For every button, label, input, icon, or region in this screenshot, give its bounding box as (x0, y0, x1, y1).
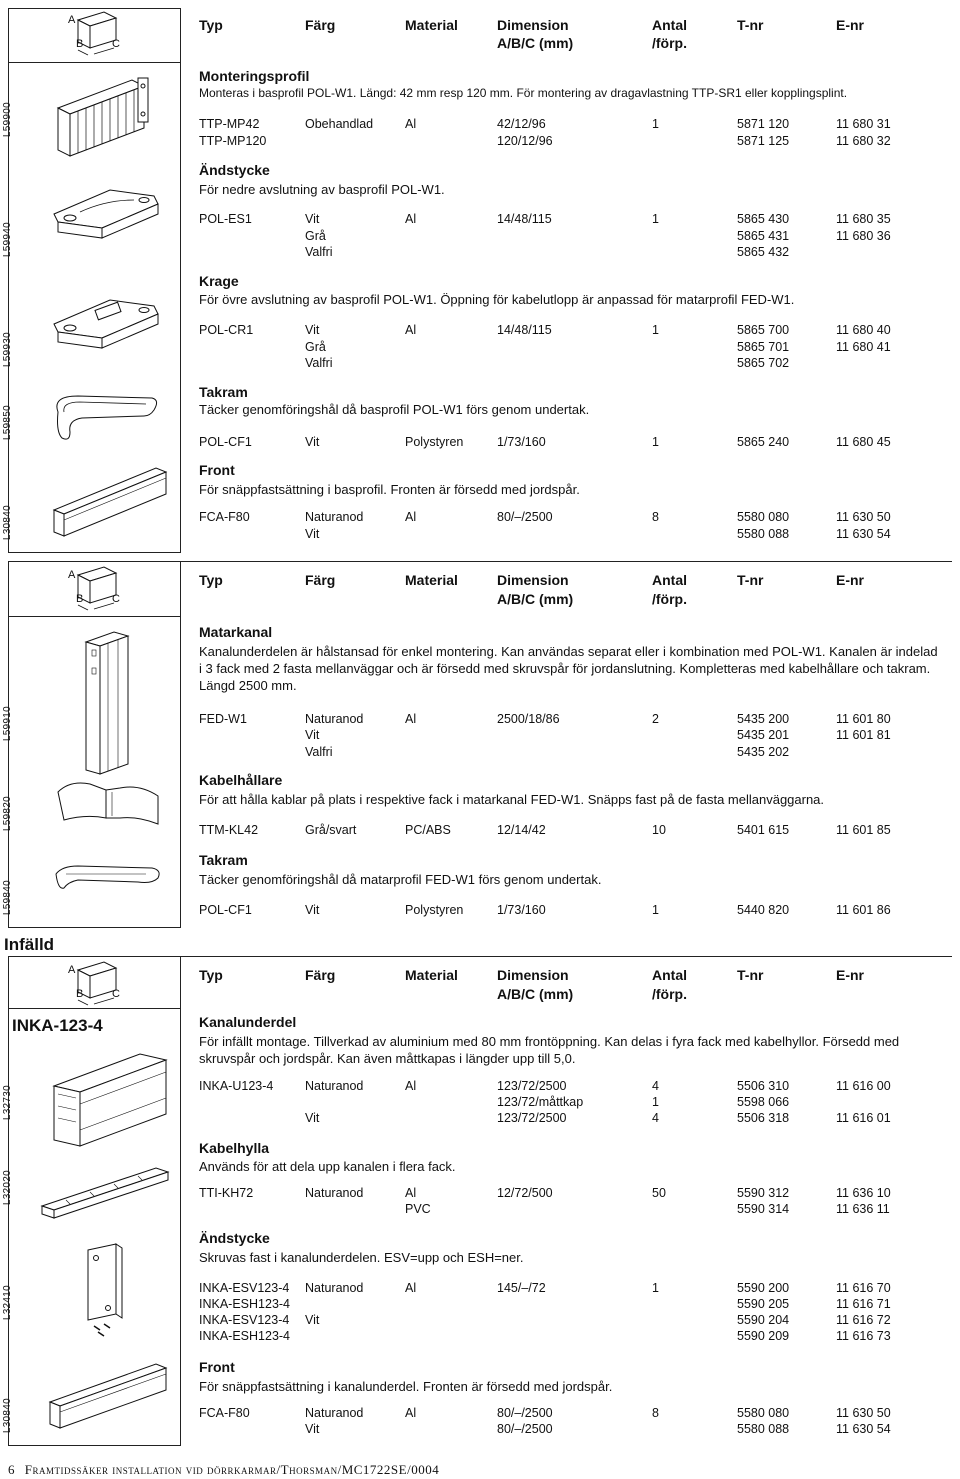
cell-farg: Vit (305, 903, 320, 917)
cell-antal: 10 (652, 823, 666, 837)
cell-farg: Vit (305, 1111, 320, 1125)
cell-farg: Vit (305, 728, 320, 742)
cell-typ: POL-CR1 (199, 323, 254, 337)
dimension-cube-icon (70, 563, 130, 613)
mounting-profile-image (52, 68, 162, 178)
dim-label-a: A (68, 14, 76, 26)
cell-antal: 1 (652, 1281, 659, 1295)
dim-label-c: C (112, 988, 120, 1000)
end-plate-image (80, 1240, 140, 1340)
section3-top-rule (8, 1008, 181, 1009)
cell-tnr: 5598 066 (737, 1095, 790, 1109)
article-code: L30840 (2, 1398, 13, 1434)
cell-tnr: 5871 120 (737, 117, 790, 131)
cell-material: Al (405, 323, 417, 337)
header-dimension-sub: A/B/C (mm) (497, 986, 574, 1002)
cell-farg: Naturanod (305, 1186, 364, 1200)
cell-enr: 11 616 70 (836, 1281, 891, 1295)
cell-enr: 11 601 86 (836, 903, 891, 917)
cell-enr: 11 636 11 (836, 1202, 890, 1216)
article-code: L32730 (2, 1085, 13, 1121)
cell-antal: 1 (652, 117, 659, 131)
dim-label-a: A (68, 569, 76, 581)
cell-tnr: 5580 088 (737, 1422, 790, 1436)
group-title: Takram (199, 852, 248, 868)
header-farg: Färg (305, 967, 336, 983)
group-description: Skruvas fast i kanalunderdelen. ESV=upp och ESH=ner. (199, 1250, 524, 1265)
cell-material: Polystyren (405, 435, 464, 449)
end-piece-image (50, 178, 170, 248)
cell-tnr: 5401 615 (737, 823, 790, 837)
dim-label-c: C (112, 38, 120, 50)
cell-antal: 4 (652, 1111, 659, 1125)
cell-typ: TTP-MP42 (199, 117, 260, 131)
cell-tnr: 5590 312 (737, 1186, 790, 1200)
cell-typ: FED-W1 (199, 712, 247, 726)
cell-tnr: 5435 200 (737, 712, 790, 726)
product-label: INKA-123-4 (12, 1016, 103, 1035)
cell-farg: Grå (305, 340, 326, 354)
cell-material: Al (405, 510, 417, 524)
cell-tnr: 5590 204 (737, 1313, 790, 1327)
cell-enr: 11 630 54 (836, 527, 891, 541)
cell-farg: Vit (305, 323, 320, 337)
cell-dimension: 12/14/42 (497, 823, 546, 837)
group-description: Kanalunderdelen är hålstansad för enkel montering. Kan användas separat eller i kombination med POL-W1. Kanalen är indelad i 3 fack med 2 fasta mellanväggar och är försedd med skruvspår för jordanslutning. Kompletteras med kabelhållare och takram. Längd 2500 mm. (199, 644, 938, 693)
cell-dimension: 80/–/2500 (497, 1422, 553, 1436)
header-antal: Antal (652, 967, 687, 983)
page-footer (8, 1462, 439, 1478)
group-description: För snäppfastsättning i kanalunderdel. Fronten är försedd med jordspår. (199, 1379, 613, 1394)
article-code: L59850 (2, 405, 13, 441)
group-title: Front (199, 1359, 235, 1375)
cell-dimension: 80/–/2500 (497, 1406, 553, 1420)
cell-dimension: 80/–/2500 (497, 510, 553, 524)
header-tnr: T-nr (737, 17, 764, 33)
cell-tnr: 5865 701 (737, 340, 790, 354)
group-description: För övre avslutning av basprofil POL-W1. Öppning för kabelutlopp är anpassad för matarprofil FED-W1. (199, 292, 795, 307)
cell-farg: Obehandlad (305, 117, 374, 131)
article-code: L59820 (2, 796, 13, 832)
cell-enr: 11 616 01 (836, 1111, 891, 1125)
cell-farg: Grå (305, 229, 326, 243)
header-farg: Färg (305, 17, 336, 33)
cell-tnr: 5580 080 (737, 510, 790, 524)
group-description: Täcker genomföringshål då matarprofil FED-W1 förs genom undertak. (199, 872, 602, 887)
cell-enr: 11 680 35 (836, 212, 891, 226)
cell-antal: 2 (652, 712, 659, 726)
cell-tnr: 5506 310 (737, 1079, 790, 1093)
cell-tnr: 5435 202 (737, 745, 790, 759)
cell-material: PC/ABS (405, 823, 451, 837)
cell-tnr: 5580 088 (737, 527, 790, 541)
group-title: Kabelhylla (199, 1140, 270, 1156)
section2-top-rule (8, 616, 181, 617)
header-material: Material (405, 572, 458, 588)
header-typ: Typ (199, 967, 223, 983)
cell-enr: 11 601 81 (836, 728, 891, 742)
cell-tnr: 5590 205 (737, 1297, 790, 1311)
cell-enr: 11 680 41 (836, 340, 891, 354)
section-heading: Infälld (4, 935, 55, 954)
cell-dimension: 14/48/115 (497, 212, 552, 226)
article-code: L59910 (2, 706, 13, 742)
group-description: För att hålla kablar på plats i respektive fack i matarkanal FED-W1. Snäpps fast på de fasta mellanväggarna. (199, 792, 825, 807)
cell-material: Polystyren (405, 903, 464, 917)
cell-material: Al (405, 117, 417, 131)
cell-farg: Valfri (305, 245, 333, 259)
cell-typ: INKA-U123-4 (199, 1079, 274, 1093)
collar-image (50, 286, 170, 356)
cell-dimension: 123/72/2500 (497, 1111, 567, 1125)
header-tnr: T-nr (737, 572, 764, 588)
section1-top-rule (8, 62, 181, 63)
cell-tnr: 5865 702 (737, 356, 790, 370)
cell-farg: Vit (305, 527, 320, 541)
cable-shelf-image (36, 1160, 176, 1230)
cell-farg: Vit (305, 1422, 320, 1436)
cell-typ: INKA-ESH123-4 (199, 1297, 291, 1311)
ceiling-frame-image (48, 390, 168, 450)
group-title: Matarkanal (199, 624, 273, 640)
cable-holder-image (50, 774, 170, 834)
cell-enr: 11 601 80 (836, 712, 891, 726)
article-code: L30840 (2, 505, 13, 541)
header-farg: Färg (305, 572, 336, 588)
cell-typ: FCA-F80 (199, 1406, 250, 1420)
cell-typ: TTI-KH72 (199, 1186, 254, 1200)
group-description: Används för att dela upp kanalen i flera fack. (199, 1159, 456, 1174)
cell-tnr: 5865 432 (737, 245, 790, 259)
header-typ: Typ (199, 572, 223, 588)
article-code: L59940 (2, 222, 13, 258)
cell-antal: 8 (652, 510, 659, 524)
cell-farg: Naturanod (305, 712, 364, 726)
group-description: För snäppfastsättning i basprofil. Fronten är försedd med jordspår. (199, 482, 580, 497)
group-description: Täcker genomföringshål då basprofil POL-W1 förs genom undertak. (199, 402, 590, 417)
header-enr: E-nr (836, 572, 864, 588)
cell-farg: Naturanod (305, 510, 364, 524)
group-title: Ändstycke (199, 1230, 270, 1246)
cell-material: PVC (405, 1202, 431, 1216)
group-title: Ändstycke (199, 162, 270, 178)
cell-farg: Valfri (305, 745, 333, 759)
cell-material: Al (405, 1186, 417, 1200)
cell-typ: POL-CF1 (199, 435, 252, 449)
cell-typ: FCA-F80 (199, 510, 250, 524)
cell-tnr: 5590 209 (737, 1329, 790, 1343)
cell-dimension: 14/48/115 (497, 323, 552, 337)
cell-tnr: 5435 201 (737, 728, 790, 742)
cell-farg: Vit (305, 212, 320, 226)
front-profile-image (44, 458, 174, 548)
dimension-cube-icon (70, 958, 130, 1008)
cell-enr: 11 616 00 (836, 1079, 891, 1093)
cell-typ: POL-CF1 (199, 903, 252, 917)
dim-label-c: C (112, 593, 120, 605)
header-antal-sub: /förp. (652, 591, 687, 607)
cell-tnr: 5590 314 (737, 1202, 790, 1216)
cell-dimension: 42/12/96 (497, 117, 546, 131)
header-material: Material (405, 967, 458, 983)
cell-enr: 11 680 31 (836, 117, 891, 131)
cell-dimension: 123/72/måttkap (497, 1095, 584, 1109)
article-code: L59900 (2, 102, 13, 138)
group-description: För infällt montage. Tillverkad av aluminium med 80 mm frontöppning. Kan delas i fyra fack med kabelhyllor. Försedd med skruvspår och jordspår. Kan även måttkapas i längder upp till 5,0. (199, 1034, 900, 1066)
dimension-cube-icon (70, 8, 130, 58)
cell-typ: POL-ES1 (199, 212, 252, 226)
cell-dimension: 12/72/500 (497, 1186, 553, 1200)
cell-antal: 4 (652, 1079, 659, 1093)
page-number: 6 (8, 1462, 15, 1477)
cell-dimension: 123/72/2500 (497, 1079, 567, 1093)
header-dimension-sub: A/B/C (mm) (497, 35, 574, 51)
cell-material: Al (405, 1079, 417, 1093)
cell-dimension: 120/12/96 (497, 134, 553, 148)
header-material: Material (405, 17, 458, 33)
cell-typ: INKA-ESH123-4 (199, 1329, 291, 1343)
cell-enr: 11 616 73 (836, 1329, 891, 1343)
cell-tnr: 5506 318 (737, 1111, 790, 1125)
cell-antal: 1 (652, 1095, 659, 1109)
cell-typ: TTM-KL42 (199, 823, 259, 837)
cell-dimension: 1/73/160 (497, 903, 546, 917)
cell-tnr: 5590 200 (737, 1281, 790, 1295)
header-antal: Antal (652, 572, 687, 588)
dim-label-a: A (68, 964, 76, 976)
cell-tnr: 5865 240 (737, 435, 790, 449)
cell-antal: 8 (652, 1406, 659, 1420)
header-dimension: Dimension (497, 967, 569, 983)
cell-dimension: 2500/18/86 (497, 712, 560, 726)
group-title: Krage (199, 273, 239, 289)
cell-farg: Naturanod (305, 1281, 364, 1295)
header-tnr: T-nr (737, 967, 764, 983)
cell-enr: 11 680 40 (836, 323, 891, 337)
group-description: Monteras i basprofil POL-W1. Längd: 42 mm resp 120 mm. För montering av dragavlastning TTP-SR1 eller kopplingsplint. (199, 86, 848, 100)
dim-label-b: B (76, 593, 84, 605)
cell-tnr: 5871 125 (737, 134, 790, 148)
cell-enr: 11 680 45 (836, 435, 891, 449)
cell-farg: Vit (305, 435, 320, 449)
cell-tnr: 5865 431 (737, 229, 790, 243)
cell-enr: 11 616 72 (836, 1313, 891, 1327)
header-dimension: Dimension (497, 17, 569, 33)
cell-enr: 11 630 54 (836, 1422, 891, 1436)
ceiling-frame-image (48, 860, 168, 900)
cell-enr: 11 636 10 (836, 1186, 891, 1200)
header-antal-sub: /förp. (652, 986, 687, 1002)
header-antal-sub: /förp. (652, 35, 687, 51)
cell-typ: INKA-ESV123-4 (199, 1281, 290, 1295)
feeder-channel-image (80, 628, 140, 778)
group-title: Kabelhållare (199, 772, 283, 788)
header-enr: E-nr (836, 967, 864, 983)
cell-antal: 1 (652, 903, 659, 917)
article-code: L59840 (2, 880, 13, 916)
header-enr: E-nr (836, 17, 864, 33)
group-title: Takram (199, 384, 248, 400)
channel-base-image (44, 1046, 174, 1156)
cell-material: Al (405, 1406, 417, 1420)
cell-material: Al (405, 712, 417, 726)
cell-antal: 1 (652, 212, 659, 226)
cell-antal: 1 (652, 323, 659, 337)
cell-material: Al (405, 212, 417, 226)
cell-dimension: 1/73/160 (497, 435, 546, 449)
cell-farg: Naturanod (305, 1406, 364, 1420)
group-title: Monteringsprofil (199, 68, 310, 84)
front-profile-image (40, 1356, 176, 1436)
cell-typ: INKA-ESV123-4 (199, 1313, 290, 1327)
header-dimension: Dimension (497, 572, 569, 588)
footer-text: Framtidssäker installation vid dörrkarmar/Thorsman/MC1722SE/0004 (24, 1462, 440, 1477)
article-code: L32410 (2, 1285, 13, 1321)
cell-enr: 11 680 36 (836, 229, 891, 243)
cell-enr: 11 630 50 (836, 1406, 891, 1420)
cell-tnr: 5580 080 (737, 1406, 790, 1420)
dim-label-b: B (76, 38, 84, 50)
cell-farg: Valfri (305, 356, 333, 370)
article-code: L32020 (2, 1170, 13, 1206)
cell-enr: 11 630 50 (836, 510, 891, 524)
header-dimension-sub: A/B/C (mm) (497, 591, 574, 607)
cell-typ: TTP-MP120 (199, 134, 267, 148)
cell-farg: Grå/svart (305, 823, 357, 837)
cell-farg: Naturanod (305, 1079, 364, 1093)
cell-enr: 11 616 71 (836, 1297, 891, 1311)
header-typ: Typ (199, 17, 223, 33)
cell-material: Al (405, 1281, 417, 1295)
cell-antal: 50 (652, 1186, 666, 1200)
group-description: För nedre avslutning av basprofil POL-W1. (199, 182, 445, 197)
group-title: Kanalunderdel (199, 1014, 297, 1030)
header-antal: Antal (652, 17, 687, 33)
group-title: Front (199, 462, 235, 478)
cell-tnr: 5865 700 (737, 323, 790, 337)
cell-tnr: 5865 430 (737, 212, 790, 226)
dim-label-b: B (76, 988, 84, 1000)
cell-enr: 11 601 85 (836, 823, 891, 837)
cell-enr: 11 680 32 (836, 134, 891, 148)
cell-tnr: 5440 820 (737, 903, 790, 917)
cell-farg: Vit (305, 1313, 320, 1327)
cell-antal: 1 (652, 435, 659, 449)
cell-dimension: 145/–/72 (497, 1281, 546, 1295)
article-code: L59930 (2, 332, 13, 368)
